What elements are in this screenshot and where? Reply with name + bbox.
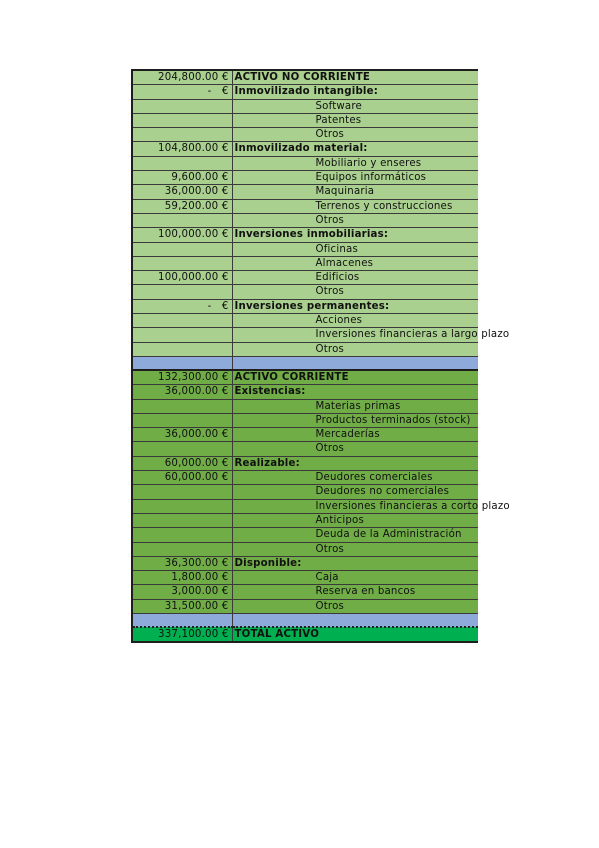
table-row — [132, 185, 478, 199]
group-title[interactable]: Inversiones inmobiliarias: — [232, 228, 478, 242]
amount-cell[interactable] — [132, 499, 232, 513]
item-label[interactable]: Mobiliario y enseres — [232, 156, 478, 170]
item-label[interactable]: Otros — [232, 285, 478, 299]
asset-balance-table — [131, 69, 510, 643]
item-label[interactable]: Reserva en bancos — [232, 585, 478, 599]
amount-cell[interactable]: 204,800.00 € — [132, 70, 232, 85]
amount-cell[interactable] — [132, 85, 232, 99]
group-title[interactable]: Existencias: — [232, 385, 478, 399]
item-label[interactable]: Inversiones financieras a corto plazo — [232, 499, 478, 513]
item-label[interactable]: Otros — [232, 342, 478, 356]
amount-cell[interactable] — [132, 299, 232, 313]
table-row — [132, 199, 478, 213]
total-row — [132, 627, 478, 642]
item-label[interactable]: Deudores comerciales — [232, 471, 478, 485]
table-row — [132, 242, 478, 256]
currency-symbol: € — [221, 86, 229, 98]
table-row — [132, 156, 478, 170]
item-label[interactable]: Otros — [232, 599, 478, 613]
table-row — [132, 328, 478, 342]
table-row — [132, 314, 478, 328]
table-row — [132, 413, 478, 427]
table-row — [132, 499, 478, 513]
item-label[interactable]: Software — [232, 99, 478, 113]
amount-cell[interactable]: 9,600.00 € — [132, 171, 232, 185]
item-label[interactable]: Almacenes — [232, 256, 478, 270]
table-row — [132, 485, 478, 499]
item-label[interactable]: Terrenos y construcciones — [232, 199, 478, 213]
amount-cell[interactable] — [132, 314, 232, 328]
section-title[interactable]: ACTIVO NO CORRIENTE — [232, 70, 478, 85]
item-label[interactable]: Otros — [232, 213, 478, 227]
separator-row — [132, 356, 478, 370]
table-row — [132, 571, 478, 585]
item-label[interactable]: Materias primas — [232, 399, 478, 413]
item-label[interactable]: Otros — [232, 542, 478, 556]
table-row — [132, 228, 478, 242]
item-label[interactable]: Acciones — [232, 314, 478, 328]
item-label[interactable]: Deudores no comerciales — [232, 485, 478, 499]
amount-cell[interactable]: 60,000.00 € — [132, 456, 232, 470]
amount-cell[interactable] — [132, 213, 232, 227]
table-row — [132, 128, 478, 142]
amount-cell[interactable]: 104,800.00 € — [132, 142, 232, 156]
amount-cell[interactable] — [132, 328, 232, 342]
item-label[interactable]: Productos terminados (stock) — [232, 413, 478, 427]
amount-cell[interactable]: 59,200.00 € — [132, 199, 232, 213]
amount-cell[interactable] — [132, 256, 232, 270]
amount-dash: - — [207, 300, 212, 312]
amount-cell[interactable]: 100,000.00 € — [132, 228, 232, 242]
amount-cell[interactable] — [132, 113, 232, 127]
item-label[interactable]: Maquinaria — [232, 185, 478, 199]
amount-cell[interactable]: 36,000.00 € — [132, 185, 232, 199]
table-row — [132, 528, 478, 542]
amount-cell[interactable] — [132, 342, 232, 356]
table-row — [132, 342, 478, 356]
table-row — [132, 542, 478, 556]
item-label[interactable]: Otros — [232, 442, 478, 456]
table-row — [132, 442, 478, 456]
table-row — [132, 171, 478, 185]
item-label[interactable]: Deuda de la Administración — [232, 528, 478, 542]
table-row — [132, 599, 478, 613]
table-row — [132, 456, 478, 470]
item-label[interactable]: Oficinas — [232, 242, 478, 256]
item-label[interactable]: Caja — [232, 571, 478, 585]
amount-cell[interactable]: 60,000.00 € — [132, 471, 232, 485]
item-label[interactable]: Inversiones financieras a largo plazo — [232, 328, 478, 342]
amount-cell[interactable] — [132, 413, 232, 427]
total-title[interactable]: TOTAL ACTIVO — [232, 627, 478, 642]
empty-cell[interactable] — [132, 613, 232, 627]
table-row — [132, 113, 478, 127]
table-row — [132, 142, 478, 156]
group-title[interactable]: Inmovilizado intangible: — [232, 85, 478, 99]
amount-cell[interactable] — [132, 242, 232, 256]
amount-cell[interactable]: 36,000.00 € — [132, 428, 232, 442]
table-row — [132, 70, 478, 85]
amount-cell[interactable] — [132, 485, 232, 499]
empty-cell[interactable] — [232, 613, 478, 627]
table-row — [132, 271, 478, 285]
empty-cell[interactable] — [132, 356, 232, 370]
amount-cell[interactable] — [132, 528, 232, 542]
amount-cell[interactable] — [132, 542, 232, 556]
table-row — [132, 299, 478, 313]
table-row — [132, 213, 478, 227]
amount-cell[interactable]: 100,000.00 € — [132, 271, 232, 285]
table-row — [132, 428, 478, 442]
currency-symbol: € — [221, 300, 229, 312]
amount-cell[interactable]: 3,000.00 € — [132, 585, 232, 599]
item-label[interactable]: Otros — [232, 128, 478, 142]
amount-cell[interactable]: 132,300.00 € — [132, 370, 232, 385]
amount-cell[interactable] — [132, 513, 232, 527]
amount-cell[interactable] — [132, 442, 232, 456]
amount-cell[interactable]: 36,000.00 € — [132, 385, 232, 399]
table-row — [132, 585, 478, 599]
amount-cell[interactable] — [132, 99, 232, 113]
group-title[interactable]: Disponible: — [232, 556, 478, 570]
table-row — [132, 513, 478, 527]
group-title[interactable]: Inversiones permanentes: — [232, 299, 478, 313]
amount-cell[interactable]: 1,800.00 € — [132, 571, 232, 585]
amount-cell[interactable] — [132, 156, 232, 170]
amount-cell[interactable]: 36,300.00 € — [132, 556, 232, 570]
table-row — [132, 256, 478, 270]
item-label[interactable]: Equipos informáticos — [232, 171, 478, 185]
group-title[interactable]: Realizable: — [232, 456, 478, 470]
table-row — [132, 285, 478, 299]
table-row — [132, 99, 478, 113]
item-label[interactable]: Anticipos — [232, 513, 478, 527]
item-label[interactable]: Patentes — [232, 113, 478, 127]
group-title[interactable]: Inmovilizado material: — [232, 142, 478, 156]
amount-cell[interactable]: 31,500.00 € — [132, 599, 232, 613]
table-row — [132, 85, 478, 99]
separator-row — [132, 613, 478, 627]
table-row — [132, 370, 478, 385]
table-row — [132, 556, 478, 570]
total-amount-cell[interactable]: 337,100.00 € — [132, 627, 232, 642]
item-label[interactable]: Mercaderías — [232, 428, 478, 442]
item-label[interactable]: Edificios — [232, 271, 478, 285]
table-row — [132, 471, 478, 485]
table-row — [132, 399, 478, 413]
amount-cell[interactable] — [132, 285, 232, 299]
section-title[interactable]: ACTIVO CORRIENTE — [232, 370, 478, 385]
table-row — [132, 385, 478, 399]
amount-cell[interactable] — [132, 399, 232, 413]
amount-cell[interactable] — [132, 128, 232, 142]
empty-cell[interactable] — [232, 356, 478, 370]
amount-dash: - — [207, 86, 212, 98]
